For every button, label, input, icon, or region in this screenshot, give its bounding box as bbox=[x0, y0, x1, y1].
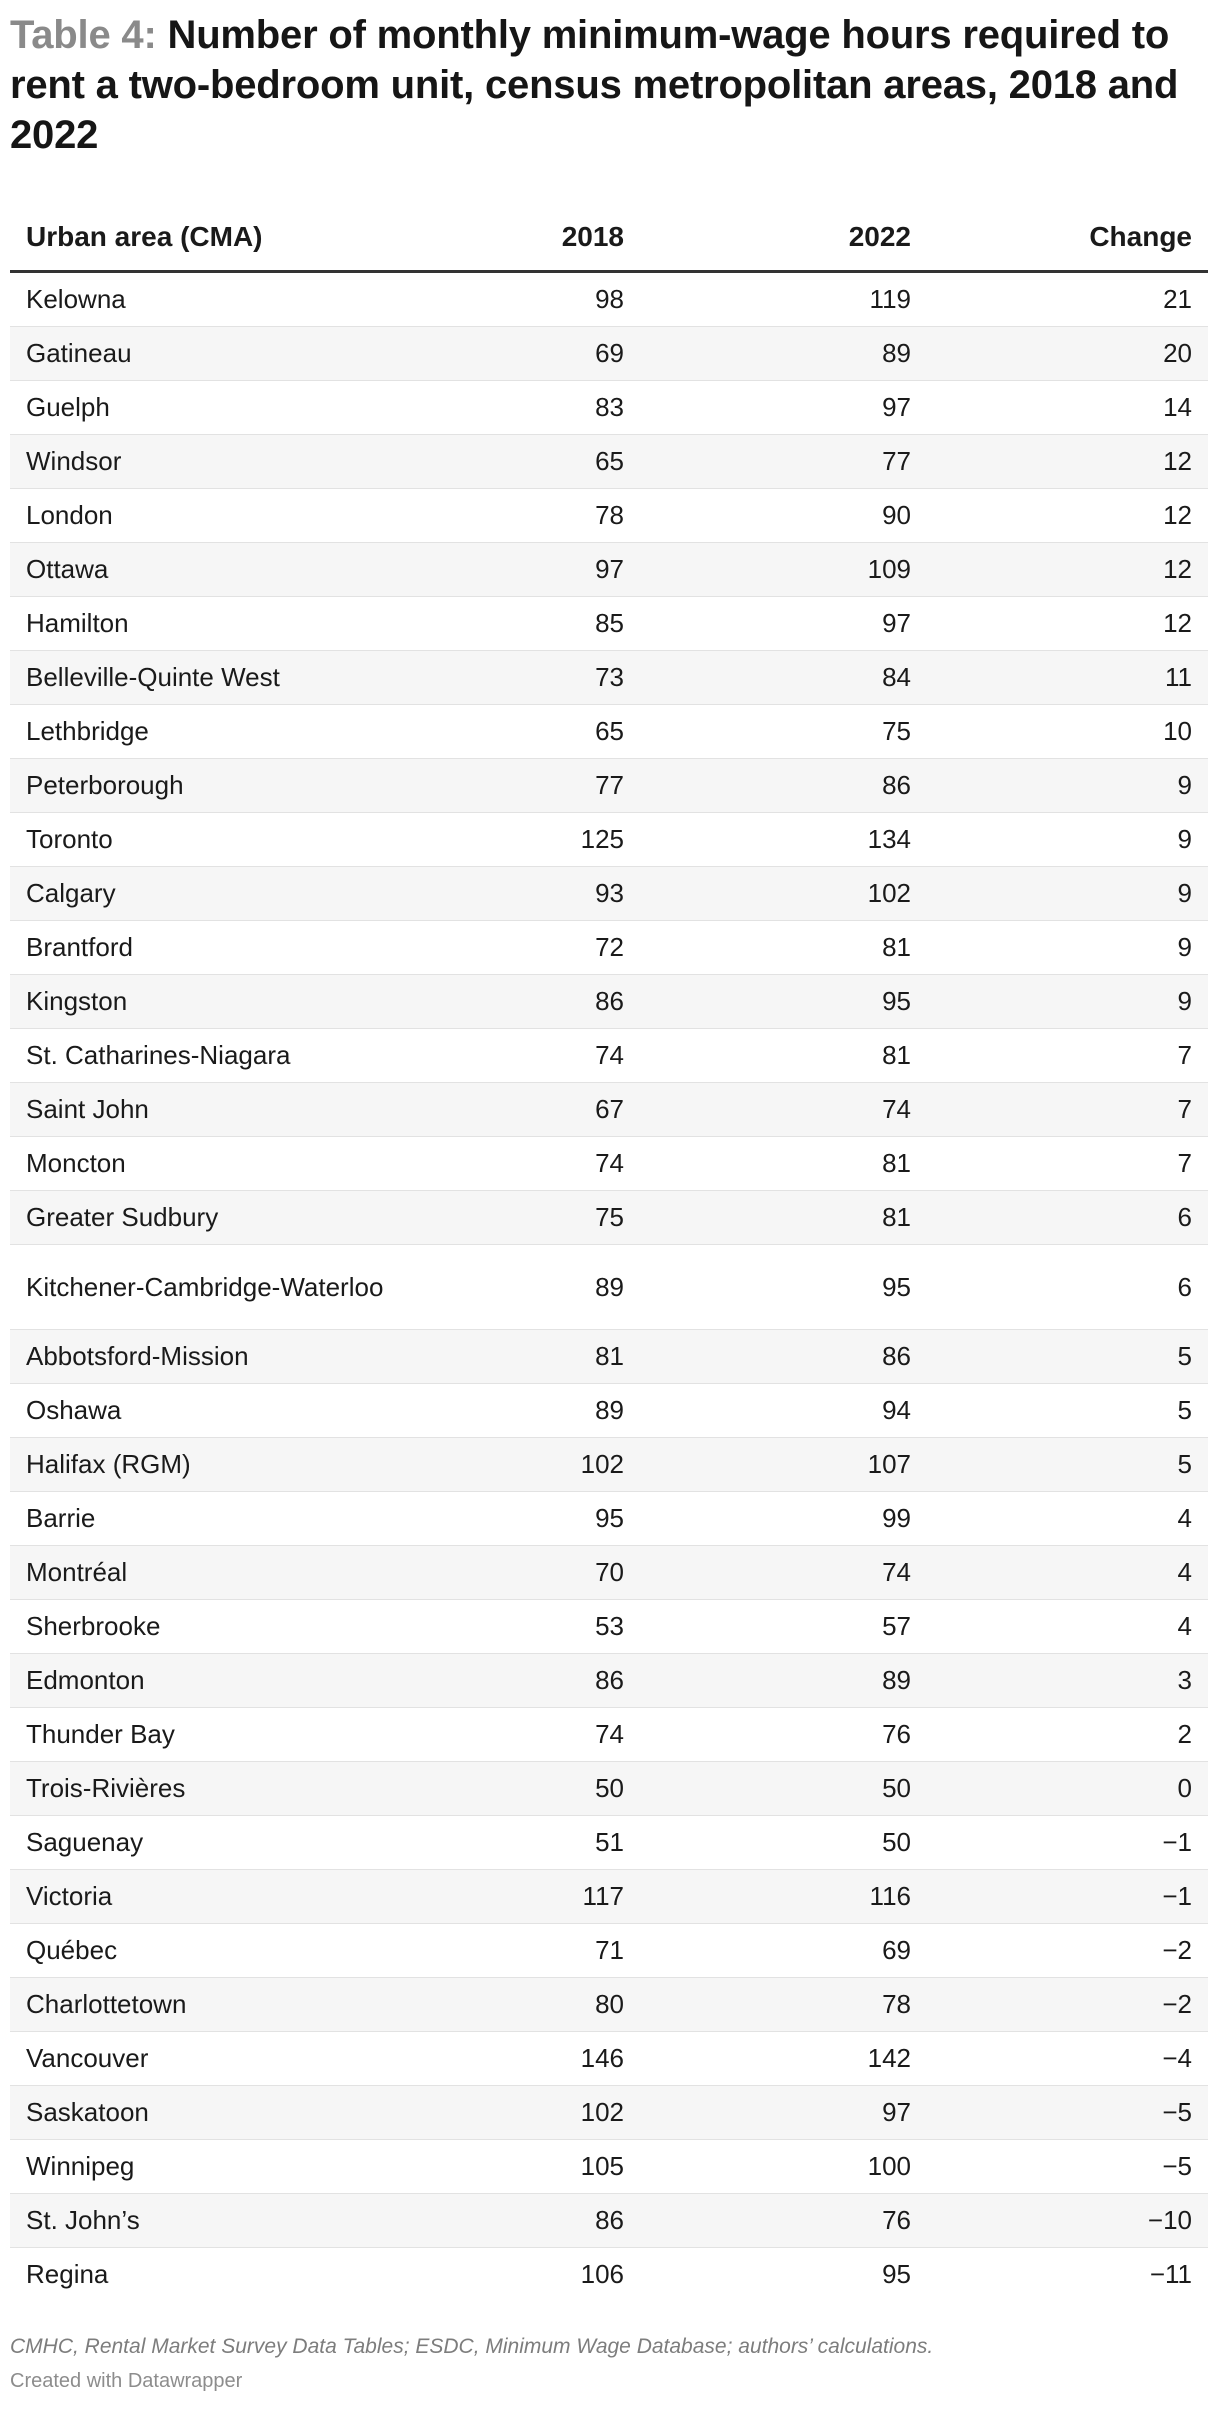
cell-area: Calgary bbox=[10, 867, 465, 921]
table-row bbox=[10, 1330, 1208, 1384]
title-text: Number of monthly minimum-wage hours required to rent a two-bedroom unit, census metropolitan areas, 2018 and 2022 bbox=[10, 13, 1179, 157]
cell-change: 21 bbox=[927, 272, 1208, 327]
table-row bbox=[10, 1924, 1208, 1978]
cell-change: 9 bbox=[927, 867, 1208, 921]
cell-area: Kelowna bbox=[10, 272, 465, 327]
table-row bbox=[10, 1816, 1208, 1870]
cell-2018: 69 bbox=[465, 327, 640, 381]
cell-area: Moncton bbox=[10, 1137, 465, 1191]
cell-2022: 90 bbox=[640, 489, 927, 543]
cell-area: St. John’s bbox=[10, 2194, 465, 2248]
cell-2022: 86 bbox=[640, 759, 927, 813]
cell-change: −1 bbox=[927, 1870, 1208, 1924]
cell-area: Toronto bbox=[10, 813, 465, 867]
cell-2018: 74 bbox=[465, 1029, 640, 1083]
cell-change: 10 bbox=[927, 705, 1208, 759]
cell-2022: 99 bbox=[640, 1492, 927, 1546]
cell-change: −5 bbox=[927, 2086, 1208, 2140]
cell-area: Trois-Rivières bbox=[10, 1762, 465, 1816]
table-row bbox=[10, 867, 1208, 921]
cell-2022: 95 bbox=[882, 2259, 911, 2289]
cell-change: 12 bbox=[927, 543, 1208, 597]
cell-2022: 97 bbox=[640, 597, 927, 651]
cell-change: −10 bbox=[927, 2194, 1208, 2248]
cell-2022: 81 bbox=[640, 1029, 927, 1083]
table-row bbox=[10, 381, 1208, 435]
table-row bbox=[10, 1870, 1208, 1924]
table-row bbox=[10, 1708, 1208, 1762]
cell-change: 9 bbox=[927, 921, 1208, 975]
cell-area: Lethbridge bbox=[10, 705, 465, 759]
cell-2022: 50 bbox=[640, 1816, 927, 1870]
table-row bbox=[10, 2248, 1208, 2302]
cell-2018: 80 bbox=[465, 1978, 640, 2032]
cell-2018: 72 bbox=[465, 921, 640, 975]
cell-2022: 97 bbox=[640, 381, 927, 435]
cell-area: Oshawa bbox=[10, 1384, 465, 1438]
cell-change: 14 bbox=[927, 381, 1208, 435]
column-header-area[interactable]: Urban area (CMA) bbox=[10, 204, 465, 272]
table-row bbox=[10, 1191, 1208, 1245]
chart-title bbox=[10, 10, 1218, 160]
cell-area: Barrie bbox=[10, 1492, 465, 1546]
table-row bbox=[10, 435, 1208, 489]
cell-2018: 53 bbox=[465, 1600, 640, 1654]
table-row bbox=[10, 2032, 1208, 2086]
cell-area: Peterborough bbox=[10, 759, 465, 813]
cell-area: Guelph bbox=[10, 381, 465, 435]
cell-2022: 84 bbox=[640, 651, 927, 705]
cell-area: Belleville-Quinte West bbox=[10, 651, 465, 705]
cell-2018: 97 bbox=[465, 543, 640, 597]
cell-2018: 117 bbox=[465, 1870, 640, 1924]
cell-change: 12 bbox=[927, 435, 1208, 489]
cell-2022: 109 bbox=[640, 543, 927, 597]
cell-2018: 85 bbox=[465, 597, 640, 651]
table-row bbox=[10, 2140, 1208, 2194]
table-row bbox=[10, 921, 1208, 975]
table-row bbox=[10, 813, 1208, 867]
cell-change: 5 bbox=[927, 1438, 1208, 1492]
cell-area: Greater Sudbury bbox=[10, 1191, 465, 1245]
table-row bbox=[10, 543, 1208, 597]
cell-2022: 77 bbox=[640, 435, 927, 489]
cell-2022: 94 bbox=[640, 1384, 927, 1438]
table-row bbox=[10, 1492, 1208, 1546]
table-row bbox=[10, 1762, 1208, 1816]
table-row bbox=[10, 975, 1208, 1029]
cell-area: St. Catharines-Niagara bbox=[10, 1029, 465, 1083]
cell-2018: 93 bbox=[465, 867, 640, 921]
cell-area: Abbotsford-Mission bbox=[10, 1330, 465, 1384]
cell-area: Halifax (RGM) bbox=[10, 1438, 465, 1492]
cell-area: Thunder Bay bbox=[10, 1708, 465, 1762]
cell-change: 4 bbox=[927, 1546, 1208, 1600]
cell-2018: 78 bbox=[465, 489, 640, 543]
cell-2022: 74 bbox=[640, 1546, 927, 1600]
column-header-2022[interactable]: 2022 bbox=[640, 204, 927, 272]
table-row bbox=[10, 1654, 1208, 1708]
cell-2018: 146 bbox=[465, 2032, 640, 2086]
cell-2022: 97 bbox=[640, 2086, 927, 2140]
column-header-change[interactable]: Change bbox=[927, 204, 1208, 272]
cell-change: 12 bbox=[927, 597, 1208, 651]
cell-2022: 102 bbox=[640, 867, 927, 921]
cell-change: −11 bbox=[1149, 2259, 1192, 2289]
credit-line: Created with Datawrapper bbox=[10, 2370, 243, 2392]
table-row bbox=[10, 651, 1208, 705]
table-row bbox=[10, 1978, 1208, 2032]
cell-change: 7 bbox=[927, 1083, 1208, 1137]
cell-area: Windsor bbox=[10, 435, 465, 489]
table-row bbox=[10, 1137, 1208, 1191]
cell-2018: 89 bbox=[465, 1245, 640, 1330]
cell-2022: 81 bbox=[640, 921, 927, 975]
table-body bbox=[10, 272, 1208, 2302]
cell-2022: 81 bbox=[640, 1137, 927, 1191]
cell-area: Charlottetown bbox=[10, 1978, 465, 2032]
cell-2018: 95 bbox=[465, 1492, 640, 1546]
cell-2022: 76 bbox=[640, 2194, 927, 2248]
cell-area: Hamilton bbox=[10, 597, 465, 651]
cell-2022: 95 bbox=[640, 1245, 927, 1330]
cell-2018: 50 bbox=[465, 1762, 640, 1816]
cell-2018: 105 bbox=[465, 2140, 640, 2194]
cell-area: Vancouver bbox=[10, 2032, 465, 2086]
cell-change: 9 bbox=[927, 813, 1208, 867]
table-row bbox=[10, 327, 1208, 381]
cell-area: Saguenay bbox=[10, 1816, 465, 1870]
cell-2022: 89 bbox=[640, 1654, 927, 1708]
cell-2018: 81 bbox=[465, 1330, 640, 1384]
cell-2022: 142 bbox=[640, 2032, 927, 2086]
cell-change: −2 bbox=[927, 1924, 1208, 1978]
cell-2018: 73 bbox=[465, 651, 640, 705]
cell-area: Saskatoon bbox=[10, 2086, 465, 2140]
cell-area: Regina bbox=[26, 2259, 109, 2289]
cell-change: −2 bbox=[927, 1978, 1208, 2032]
table-row bbox=[10, 759, 1208, 813]
cell-2018: 71 bbox=[465, 1924, 640, 1978]
cell-area: Sherbrooke bbox=[10, 1600, 465, 1654]
cell-change: −5 bbox=[927, 2140, 1208, 2194]
table-row bbox=[10, 2194, 1208, 2248]
cell-2018: 86 bbox=[465, 2194, 640, 2248]
cell-change: 4 bbox=[927, 1492, 1208, 1546]
cell-2018: 67 bbox=[465, 1083, 640, 1137]
cell-2022: 116 bbox=[640, 1870, 927, 1924]
cell-change: 5 bbox=[927, 1330, 1208, 1384]
cell-change: 5 bbox=[927, 1384, 1208, 1438]
cell-2018: 102 bbox=[465, 1438, 640, 1492]
cell-area: Brantford bbox=[10, 921, 465, 975]
cell-2018: 77 bbox=[465, 759, 640, 813]
cell-2018: 86 bbox=[465, 1654, 640, 1708]
cell-2022: 100 bbox=[640, 2140, 927, 2194]
table-row bbox=[10, 1600, 1208, 1654]
cell-change: 12 bbox=[927, 489, 1208, 543]
cell-2018: 98 bbox=[465, 272, 640, 327]
cell-change: 9 bbox=[927, 975, 1208, 1029]
cell-2018: 74 bbox=[465, 1137, 640, 1191]
title-prefix: Table 4: bbox=[10, 13, 157, 57]
cell-change: 9 bbox=[927, 759, 1208, 813]
cell-change: 2 bbox=[927, 1708, 1208, 1762]
cell-2018: 65 bbox=[465, 435, 640, 489]
cell-2022: 134 bbox=[640, 813, 927, 867]
cell-2022: 57 bbox=[640, 1600, 927, 1654]
cell-change: −1 bbox=[927, 1816, 1208, 1870]
table-row bbox=[10, 1546, 1208, 1600]
cell-2022: 76 bbox=[640, 1708, 927, 1762]
cell-area: Gatineau bbox=[10, 327, 465, 381]
cell-2018: 106 bbox=[580, 2259, 624, 2289]
cell-area: Winnipeg bbox=[10, 2140, 465, 2194]
chart-container bbox=[10, 0, 1218, 2397]
cell-area: London bbox=[10, 489, 465, 543]
cell-area: Victoria bbox=[10, 1870, 465, 1924]
cell-2018: 65 bbox=[465, 705, 640, 759]
cell-2022: 107 bbox=[640, 1438, 927, 1492]
table-row bbox=[10, 1029, 1208, 1083]
data-table bbox=[10, 204, 1208, 2301]
cell-area: Edmonton bbox=[10, 1654, 465, 1708]
cell-area: Kingston bbox=[10, 975, 465, 1029]
cell-change: 3 bbox=[927, 1654, 1208, 1708]
cell-2022: 95 bbox=[640, 975, 927, 1029]
cell-change: 7 bbox=[927, 1137, 1208, 1191]
cell-2022: 81 bbox=[640, 1191, 927, 1245]
header-row bbox=[10, 204, 1208, 272]
cell-2018: 102 bbox=[465, 2086, 640, 2140]
table-row bbox=[10, 1384, 1208, 1438]
table-row bbox=[10, 2086, 1208, 2140]
cell-2022: 78 bbox=[640, 1978, 927, 2032]
cell-2022: 74 bbox=[640, 1083, 927, 1137]
cell-2018: 70 bbox=[465, 1546, 640, 1600]
cell-2018: 125 bbox=[465, 813, 640, 867]
cell-change: 4 bbox=[927, 1600, 1208, 1654]
cell-2022: 69 bbox=[640, 1924, 927, 1978]
source-note: CMHC, Rental Market Survey Data Tables; ESDC, Minimum Wage Database; authors’ calculations. bbox=[10, 2335, 934, 2358]
column-header-2018[interactable]: 2018 bbox=[465, 204, 640, 272]
cell-change: 20 bbox=[927, 327, 1208, 381]
cell-change: 7 bbox=[927, 1029, 1208, 1083]
cell-2018: 83 bbox=[465, 381, 640, 435]
table-row bbox=[10, 1083, 1208, 1137]
cell-change: 0 bbox=[927, 1762, 1208, 1816]
cell-area: Montréal bbox=[10, 1546, 465, 1600]
cell-2018: 89 bbox=[465, 1384, 640, 1438]
cell-2022: 119 bbox=[640, 272, 927, 327]
cell-2018: 51 bbox=[465, 1816, 640, 1870]
cell-2018: 75 bbox=[465, 1191, 640, 1245]
table-row bbox=[10, 705, 1208, 759]
cell-2022: 89 bbox=[640, 327, 927, 381]
cell-2018: 74 bbox=[465, 1708, 640, 1762]
table-row bbox=[10, 1245, 1208, 1330]
cell-change: 6 bbox=[927, 1245, 1208, 1330]
cell-area: Saint John bbox=[10, 1083, 465, 1137]
cell-change: 11 bbox=[927, 651, 1208, 705]
cell-2022: 75 bbox=[640, 705, 927, 759]
cell-area: Québec bbox=[10, 1924, 465, 1978]
cell-change: 6 bbox=[927, 1191, 1208, 1245]
table-row bbox=[10, 597, 1208, 651]
cell-2022: 86 bbox=[640, 1330, 927, 1384]
table-row bbox=[10, 1438, 1208, 1492]
cell-2018: 86 bbox=[465, 975, 640, 1029]
table-row bbox=[10, 272, 1208, 327]
cell-area: Kitchener-Cambridge-Waterloo bbox=[10, 1245, 465, 1330]
cell-2022: 50 bbox=[640, 1762, 927, 1816]
cell-area: Ottawa bbox=[10, 543, 465, 597]
cell-change: −4 bbox=[927, 2032, 1208, 2086]
table-row bbox=[10, 489, 1208, 543]
